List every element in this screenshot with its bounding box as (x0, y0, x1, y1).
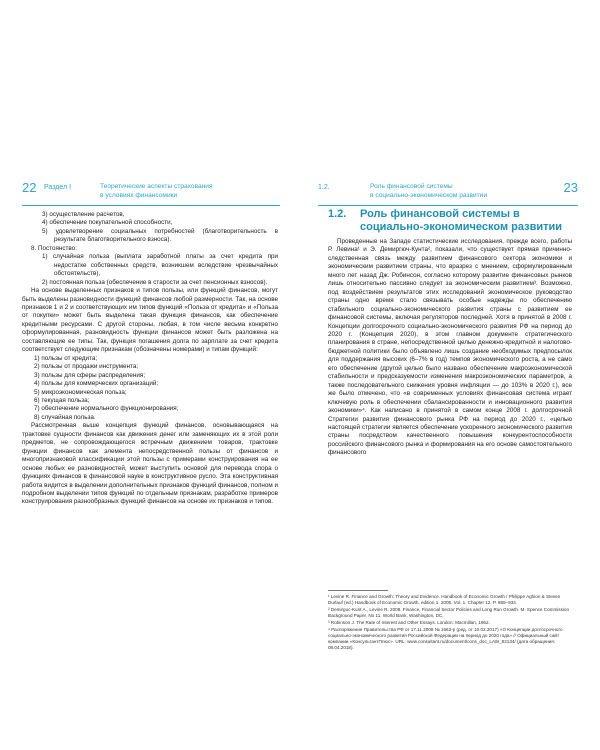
section-heading-number: 1.2. (328, 208, 347, 220)
footnote-rule (328, 590, 388, 591)
right-running-title (370, 183, 487, 200)
paragraph: 7) обеспечение нормального функционирования; (34, 405, 179, 413)
right-section-label: 1.2. (318, 184, 330, 191)
paragraph: 8) случайная польза. (34, 413, 96, 421)
paragraph: На основе выделенных признаков и типов пользы, или функций финансов, могут быть выделены разновидности функций финансов любой размерности. Так, на основе признаков 1 и 2 и соответствующих им типов функций «Польза от кредита» и «Польза от покупки» может быть выделена такая функция финансов, как обеспечение кредитными ресурсами. С другой стороны, любая, в том числе весьма конкретно сформулированная, разновидность функции финансов может быть разложена на составляющие ее типы. Так, функция погашения долга по зарплате за счет кредита соответствует следующим признакам (обозначены номерами) и типам функций: (22, 287, 278, 354)
paragraph: 4) пользы для коммерческих организаций; (34, 380, 159, 388)
paragraph: 1) случайная польза (выплата заработной платы за счет кредита при недостатке собственных средств, возникшем вследствие чрезвычайных обстоятельств), (42, 253, 278, 278)
left-section-label: Раздел I (44, 184, 72, 191)
paragraph: 3) осуществление расчетов, (42, 211, 125, 218)
paragraph: 8. Постоянство: (31, 244, 77, 252)
left-body-text (22, 211, 278, 507)
left-running-header (22, 181, 280, 206)
right-body-text (328, 238, 572, 458)
paragraph: 4) обеспечение покупательной способности, (42, 219, 173, 227)
paragraph: Рассмотренная выше концепция функций финансов, основывающаяся на трактовке сущности финансов как движения денег или заменяющих их в этой роли предметов, не сопровождающегося встречным движением товаров, трактовке функции финансов как элемента непосредственной пользы от финансов и многопризнаковой классификации этой пользы с примерами конструирования на ее основе любых ее разновидностей, может выступить основой для перевода спора о функциях финансов в финансовой науке в конструктивное русло. Эта конструктивная работа видится в выделении дополнительных признаков функций финансов, полном и подробном выделении типов функций по отдельным признакам, разработке примеров конструирования разнообразных функций финансов на основе их признаков и типов. (22, 422, 278, 506)
paragraph: 5) микроэкономическая польза; (34, 388, 127, 396)
left-running-title-line: Теоретические аспекты страхования (100, 183, 213, 190)
left-running-title (100, 183, 213, 200)
footnote: ¹ Levine R. Finance and Growth: Theory and Evidence. Handbook of Economic Growth / Philippe Aghion & Steven Durlauf (ed.) Handbook of Economic Growth, edition 1. 2005. Vol. 1. Chapter 12. P. 865–934. (328, 594, 561, 606)
left-running-title-line: в условиях финансомики (100, 191, 178, 199)
paragraph: 3) пользы для сферы распределения; (34, 371, 146, 379)
paragraph: 6) текущая польза; (34, 396, 90, 404)
footnote: ³ Robinson J. The Rate of Interest and Other Essays. London: Macmillan, 1952. (328, 619, 490, 625)
left-page-number: 22 (22, 180, 37, 195)
paragraph: Проведенные на Западе статистические исследования, прежде всего, работы Р. Левина¹ и Э. Демиргюч-Кунта², показали, что существует прямая причинно-следственная связь между развитием финансового сектора экономики и экономическим развитием страны, что вразрез с мнением, сформулированным много лет назад Дж. Робинсон, согласно которому развитие финансовых рынков лишь относительно пассивно следует за экономическим развитием³. Возможно, под воздействием результатов этих исследований экономическое руководство страны одно время стало связывать особые надежды по обеспечению стабильного социально-экономического развития страны с развитием ее финансовой системы, включая регуляторов последней. Хотя в принятой в 2008 г. Концепции долгосрочного социально-экономического развития РФ на период до 2020 г. (Концепция 2020), в этом главном документе стратегического планирования в стране, непосредственной целью денежно-кредитной и налогово-бюджетной политики было объявлено лишь создание необходимых предпосылок для поддержания высоких (6–7% в год) темпов экономического роста, а не само его обеспечение (другой целью было названо обеспечение макроэкономической стабильности и предсказуемости изменения макроэкономических параметров, а также последовательного снижения уровня инфляции — до 103% в 2020 г.), все же было отмечено, что «в современных условиях финансовая система играет ключевую роль в обеспечении сбалансированности и инновационного развития экономики»⁴. Как написано в принятой в самом конце 2008 г. долгосрочной Стратегии развития финансового рынка РФ на период до 2020 г., «целью настоящей стратегии является обеспечение ускоренного экономического развития страны посредством качественного повышения конкурентоспособности российского финансового рынка и формирования на его основе самостоятельного финансового (328, 238, 572, 457)
footnotes (328, 594, 572, 652)
paragraph: 2) пользы от продажи инструмента; (34, 363, 139, 371)
right-page-number: 23 (563, 180, 578, 195)
paragraph: 2) постоянная польза (обеспечение в старости за счет пенсионных взносов). (42, 278, 268, 286)
right-running-title-line: Роль финансовой системы (370, 183, 453, 190)
paragraph: 1) пользы от кредита; (34, 354, 98, 362)
footnote: ⁴ Распоряжение Правительства РФ от 17.11.2008 № 1662-р (ред. от 10.02.2017) «О Концепции долгосрочного социально-экономического развития Российской Федерации на период до 2020 года» // Официальный сайт компании «КонсультантПлюс». URL: www.consultant.ru/document/cons_doc_LAW_82134/ (дата обращения: 08.04.2018). (328, 626, 563, 651)
right-page (300, 0, 600, 750)
right-running-header (318, 181, 578, 206)
paragraph: 5) удовлетворение социальных потребностей (благотворительность в результате благотворительного взноса). (42, 227, 278, 244)
footnote: ² Demirguc-Kunt A., Levine R. 2008. Finance, Financial Sector Policies and Long Run Growth. M. Spence Commission Background Paper, No 11. World Bank, Washington, DC. (328, 606, 570, 619)
section-heading-title: Роль финансовой системы в социально-экономическом развитии (360, 208, 563, 233)
right-running-title-line: в социально-экономическом развитии (370, 191, 488, 199)
